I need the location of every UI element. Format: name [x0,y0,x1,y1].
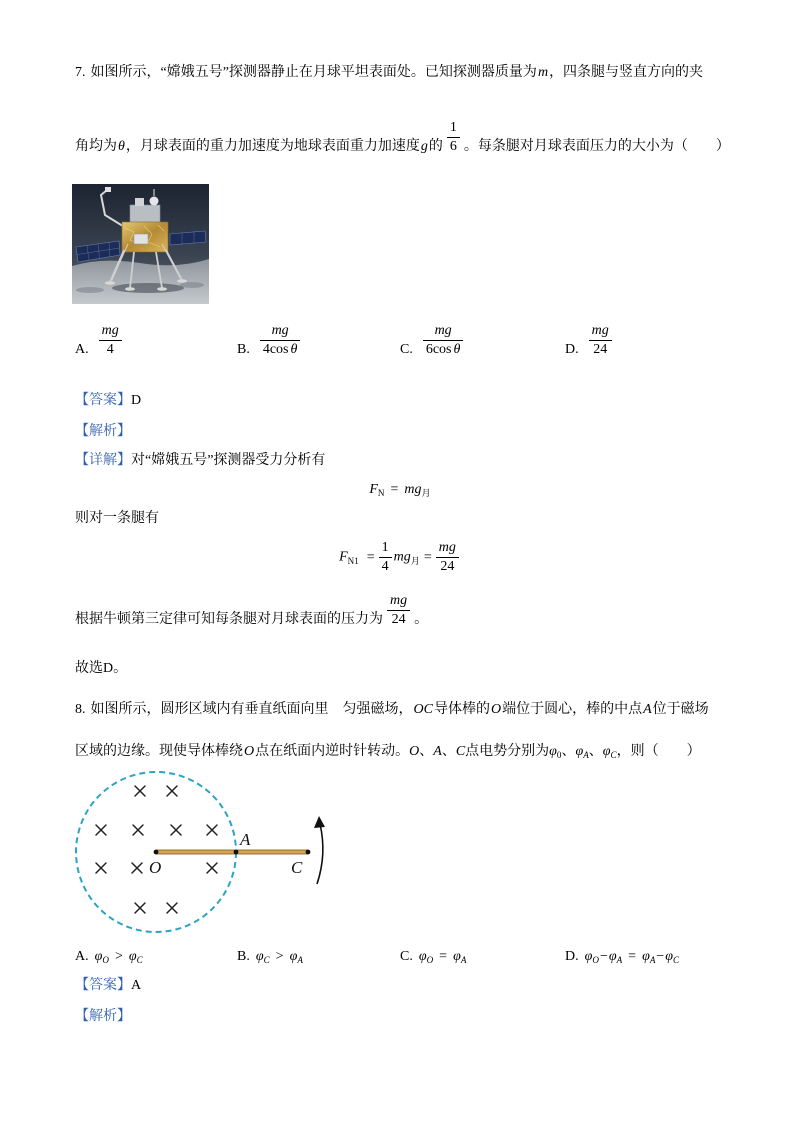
q7-stem-text: ，月球表面的重力加速度为地球表面重力加速度 [125,139,420,154]
fraction-numerator: 1 [449,120,457,135]
field-cross-mark [96,825,106,835]
subscript: C [263,955,270,966]
fraction-numerator: mg [271,323,289,338]
counterclockwise-arrow-icon [314,816,325,884]
lander-body [122,222,168,252]
fraction-numerator: 1 [381,540,389,555]
phi-symbol: φ [584,949,593,964]
detail-label: 【详解】 [75,453,131,468]
q7-stem-text: 。每条腿对月球表面压力的大小为（ ） [463,139,730,154]
q7-stem-text: 的 [428,139,443,154]
q8-answer [75,977,141,995]
option-label: D. [565,949,579,964]
phi-symbol: φ [94,949,103,964]
field-cross-mark [171,825,181,835]
label-O: O [149,858,162,877]
q7-var-m: m [537,65,549,80]
field-cross-mark [167,903,177,913]
phi-symbol: φ [128,949,137,964]
crater [76,287,104,293]
separator: 、 [419,744,434,759]
denominator-text: 4 [106,342,114,357]
analysis-label: 【解析】 [75,424,131,439]
equals-sign: = [366,549,375,565]
field-cross-mark [133,825,143,835]
point-C-dot [306,850,311,855]
q8-stem-text: 如图所示，圆形区域内有垂直纸面向里 匀强磁场， [90,702,413,717]
point-C: C [455,744,466,759]
operator: − [656,949,665,964]
q8-var-O: O [490,702,502,717]
answer-value: A [131,978,142,993]
q8-option-a [75,948,143,966]
subscript: C [136,955,143,966]
point-A-dot [234,850,239,855]
subscript: 0 [556,750,562,761]
subscript: C [610,750,617,761]
q7-equation-2 [0,539,800,576]
option-fraction [589,322,612,359]
option-label: A. [75,342,89,357]
fraction-numerator: mg [438,540,456,555]
field-cross-mark [207,863,217,873]
conductor-rod-OC [156,850,308,854]
subscript: A [297,955,303,966]
q7-stem-text: ，四条腿与竖直方向的夹 [549,65,704,80]
field-cross-mark [96,863,106,873]
q7-option-d [565,322,616,359]
answer-value: D [131,393,142,408]
operator: − [599,949,608,964]
q8-stem-text: 点电势分别为 [465,744,550,759]
separator: 、 [588,744,603,759]
equals-sign: = [423,549,432,565]
operator: > [114,949,123,964]
conclusion-fraction [387,592,410,629]
operator: = [628,949,637,964]
separator: 、 [561,744,576,759]
phi-symbol: φ [418,949,427,964]
separator: 、 [441,744,456,759]
subscript: O [426,955,434,966]
fraction-numerator: mg [591,323,609,338]
symbol-F: F [369,482,378,497]
phi-symbol: φ [255,949,264,964]
q7-stem-line-1 [75,64,703,82]
option-fraction [99,322,122,359]
option-label: C. [400,949,413,964]
label-C: C [291,858,303,877]
subscript: N1 [347,555,359,566]
option-label: B. [237,342,250,357]
symbol-mg: mg [404,482,422,497]
option-label: B. [237,949,250,964]
magnetic-field-diagram [60,762,340,942]
option-fraction [423,322,464,359]
option-label: A. [75,949,89,964]
q8-stem-text: 区域的边缘。现使导体棒绕 [75,744,243,759]
q8-stem-line-1 [75,701,709,719]
q7-final-choice [75,660,127,678]
q7-leg-text [75,510,159,528]
fraction-denominator [99,340,122,359]
phi-symbol: φ [665,949,674,964]
q7-analysis [75,423,131,441]
denominator-text: 4cos [262,342,289,357]
q8-stem-text: ，则（ ） [616,744,701,759]
crater [180,282,204,288]
denominator-text: 6cos [425,342,452,357]
q7-number: 7. [75,65,86,80]
explanation-text: 。 [414,612,429,627]
lander-shadow [112,283,184,293]
q8-var-OC: OC [413,702,433,717]
fraction-numerator: mg [390,593,408,608]
answer-label: 【答案】 [75,393,131,408]
option-fraction [260,322,301,359]
analysis-label: 【解析】 [75,1009,131,1024]
q7-gravity-ratio-fraction [447,119,460,156]
equals-sign: = [390,482,399,497]
fraction-denominator [589,340,612,359]
q7-answer [75,392,141,410]
q7-stem-text: 如图所示，“嫦娥五号”探测器静止在月球平坦表面处。已知探测器质量为 [90,65,537,80]
subscript: A [583,750,589,761]
denominator-variable: θ [290,342,298,357]
subscript: A [460,955,467,966]
fraction-denominator: 24 [387,610,410,629]
subscript: O [592,955,599,966]
detail-text: 对“嫦娥五号”探测器受力分析有 [131,453,326,468]
q8-var-A: A [643,702,652,717]
q7-option-c [400,322,467,359]
subscript: O [102,955,109,966]
fraction-denominator: 24 [436,557,459,576]
q7-var-theta: θ [118,139,125,154]
field-cross-mark [207,825,217,835]
q7-conclusion [75,592,428,629]
point-O: O [409,744,420,759]
phi-symbol: φ [608,949,617,964]
q8-analysis [75,1008,131,1026]
explanation-text: 故选D。 [75,661,128,676]
point-A: A [433,744,442,759]
field-cross-mark [135,903,145,913]
phi-symbol: φ [549,744,557,759]
q8-stem-line-2 [75,743,701,761]
subscript: C [673,955,680,966]
point-O-dot [154,850,159,855]
subscript: N [377,488,385,499]
q7-option-a [75,322,126,359]
q8-number: 8. [75,702,86,717]
label-A: A [240,830,251,849]
fraction-denominator: 4 [379,557,392,576]
fraction-denominator [423,340,464,359]
fraction-denominator: 6 [447,137,460,156]
option-label: C. [400,342,413,357]
q7-equation-1 [0,481,800,499]
q7-detail [75,452,325,470]
phi-symbol: φ [602,744,611,759]
fraction-numerator: mg [434,323,452,338]
lander-photo [72,184,209,304]
explanation-text: 根据牛顿第三定律可知每条腿对月球表面的压力为 [75,612,383,627]
result-fraction [436,539,459,576]
option-label: D. [565,342,579,357]
fraction-numerator: mg [101,323,119,338]
one-quarter-fraction [379,539,392,576]
q7-var-g: g [420,139,428,154]
q8-stem-text: 端位于圆心，棒的中点 [502,702,643,717]
phi-symbol: φ [289,949,298,964]
field-cross-mark [132,863,142,873]
field-cross-mark [135,786,145,796]
q8-stem-text: 点在纸面内逆时针转动。 [255,744,410,759]
q8-option-b [237,948,303,966]
symbol-F: F [339,549,348,565]
denominator-text: 24 [593,342,608,357]
operator: = [439,949,448,964]
symbol-mg: mg [393,549,411,565]
operator: > [275,949,284,964]
phi-symbol: φ [642,949,650,964]
q8-option-d [565,948,679,966]
answer-label: 【答案】 [75,978,131,993]
field-cross-mark [167,786,177,796]
q8-stem-text: 位于磁场 [652,702,709,717]
phi-symbol: φ [453,949,461,964]
fraction-denominator [260,340,301,359]
subscript: 月 [421,488,431,499]
subscript: A [616,955,623,966]
q7-stem-line-2 [75,119,730,156]
denominator-variable: θ [453,342,461,357]
q8-option-c [400,948,466,966]
phi-symbol: φ [575,744,584,759]
explanation-text: 则对一条腿有 [75,511,159,526]
lunar-surface [72,259,209,304]
q7-stem-text: 角均为 [75,139,117,154]
subscript: A [649,955,656,966]
subscript: 月 [410,555,420,566]
q7-option-b [237,322,304,359]
q8-var-O: O [244,744,255,759]
q8-stem-text: 导体棒的 [433,702,490,717]
